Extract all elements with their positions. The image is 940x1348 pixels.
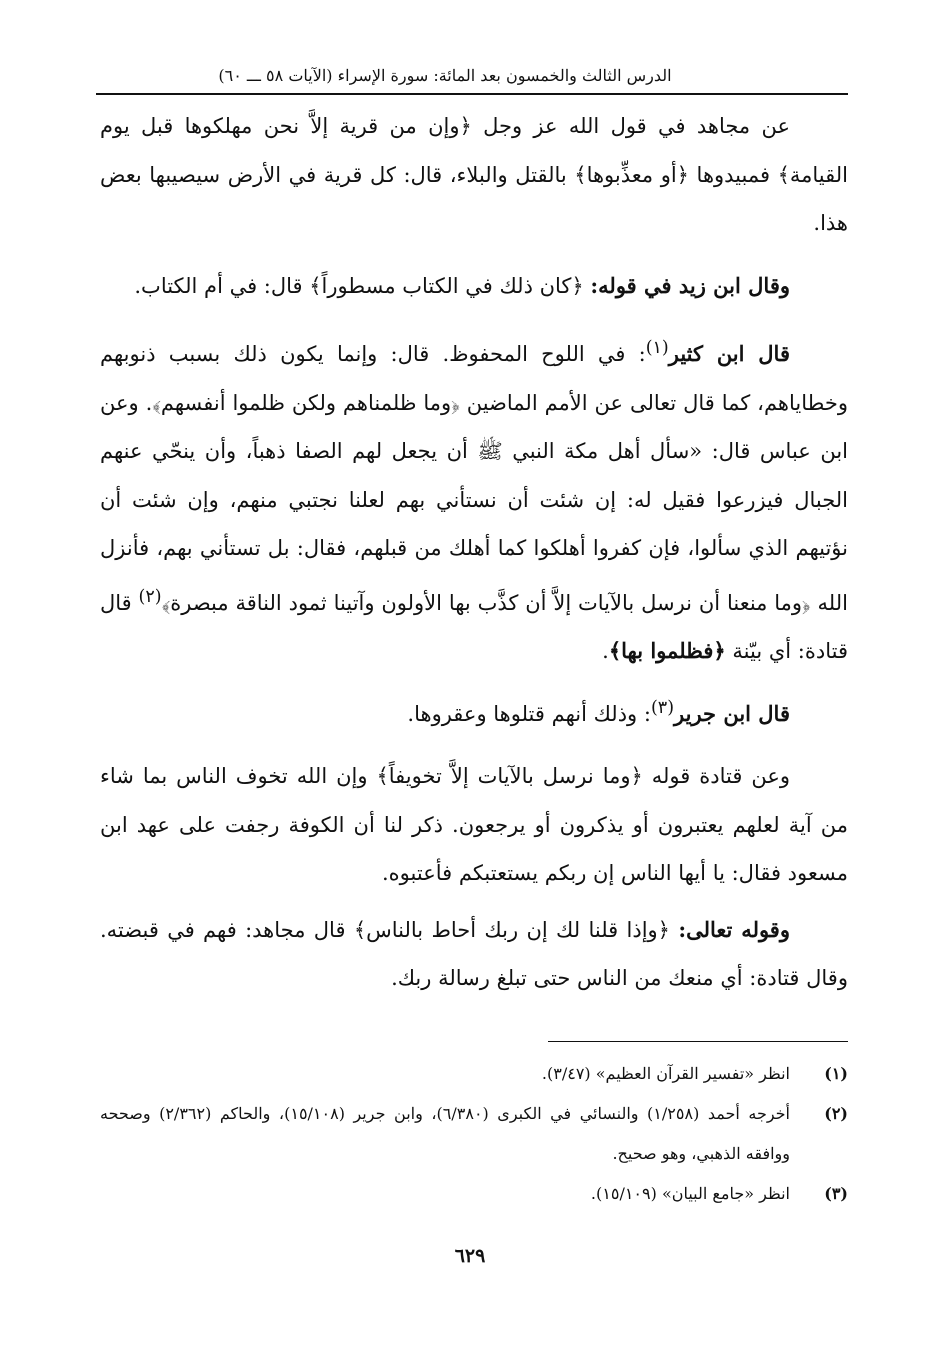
text-run: : في اللوح المحفوظ. قال: وإنما يكون ذلك بسبب ذنوبهم وخطاياهم، كما قال تعالى عن الأمم الماضين ﴿وما ظلمناهم ولكن ظلموا أنفسهم﴾. وعن ابن عباس قال: «سأل أهل مكة النبي ﷺ أن يجعل لهم الصفا ذهباً، وأن ينحّي عنهم الجبال فيزرعوا فقيل له: إن شئت أن نستأني بهم لعلنا نجتبي منهم، وإن شئت أن نؤتيهم الذي سألوا، فإن كفروا أهلكوا كما أهلك من قبلهم، فقال: بل تستأني بهم، فأنزل الله ﴿وما منعنا أن نرسل بالآيات إلاَّ أن كذَّب بها الأولون وآتينا ثمود الناقة مبصرة﴾ [100, 342, 848, 615]
bold-run: قال ابن كثير [668, 341, 790, 366]
footnote-ref[interactable]: (٣) [650, 697, 675, 718]
text-run: عن مجاهد في قول الله عز وجل ﴿وإن من قرية إلاَّ نحن مهلكوها قبل يوم القيامة﴾ فمبيدوها ﴿أو معذِّبوها﴾ بالقتل والبلاء، قال: كل قرية في الأرض سيصيبها بعض هذا. [100, 114, 848, 235]
footnote-number: (٣) [824, 1184, 848, 1203]
paragraph [100, 262, 848, 311]
header-rule [96, 93, 848, 95]
footnote-number: (١) [824, 1064, 848, 1083]
paragraph [100, 102, 848, 248]
bold-run: قال ابن جرير [674, 700, 790, 726]
footnote-text: انظر «تفسير القرآن العظيم» (٣/٤٧). [541, 1064, 790, 1083]
bold-run: ﴿فظلموا بها﴾ [608, 638, 726, 663]
main-text [100, 102, 848, 1003]
paragraph [100, 684, 848, 739]
paragraph [100, 752, 848, 898]
text-run: وعن قتادة قوله ﴿وما نرسل بالآيات إلاَّ تخويفاً﴾ وإن الله تخوف الناس بما شاء من آية لعلهم يعتبرون أو يذكرون أو يرجعون. ذكر لنا أن الكوفة رجفت على عهد ابن مسعود فقال: يا أيها الناس إن ربكم يستعتبكم فأعتبوه. [100, 764, 848, 885]
text-run: : وذلك أنهم قتلوها وعقروها. [407, 701, 651, 726]
page-number: ٦٢٩ [454, 1245, 486, 1267]
text-run: ﴿كان ذلك في الكتاب مسطوراً﴾ قال: في أم الكتاب. [134, 273, 591, 298]
bold-run: وقوله تعالى: [678, 916, 790, 942]
footnotes [100, 1054, 848, 1214]
footnote-number: (٢) [824, 1104, 848, 1123]
text-run: قال قتادة: أي بيّنة [100, 590, 848, 663]
footnote-ref[interactable]: (١) [645, 338, 669, 358]
footnote-rule [548, 1041, 848, 1042]
text-run: . [602, 639, 609, 663]
footnote [100, 1094, 848, 1174]
paragraph [100, 906, 848, 1003]
footnote [100, 1054, 848, 1094]
running-head: الدرس الثالث والخمسون بعد المائة: سورة الإسراء (الآيات ٥٨ ـــ ٦٠) [218, 66, 672, 85]
bold-run: وقال ابن زيد في قوله: [590, 272, 790, 298]
footnote-text: انظر «جامع البيان» (١٥/١٠٩). [590, 1184, 790, 1203]
footnote-text: أخرجه أحمد (١/٢٥٨) والنسائي في الكبرى (٦/٣٨٠)، وابن جرير (١٥/١٠٨)، والحاكم (٢/٣٦٢) وصححه ووافقه الذهبي، وهو صحيح. [100, 1104, 790, 1163]
footnote-ref[interactable]: (٢) [138, 586, 162, 607]
text-run: ﴿وإذا قلنا لك إن ربك أحاط بالناس﴾ قال مجاهد: فهم في قبضته. وقال قتادة: أي منعك من الناس حتى تبلغ رسالة ربك. [100, 917, 848, 990]
paragraph [100, 324, 848, 676]
footnote [100, 1174, 848, 1214]
